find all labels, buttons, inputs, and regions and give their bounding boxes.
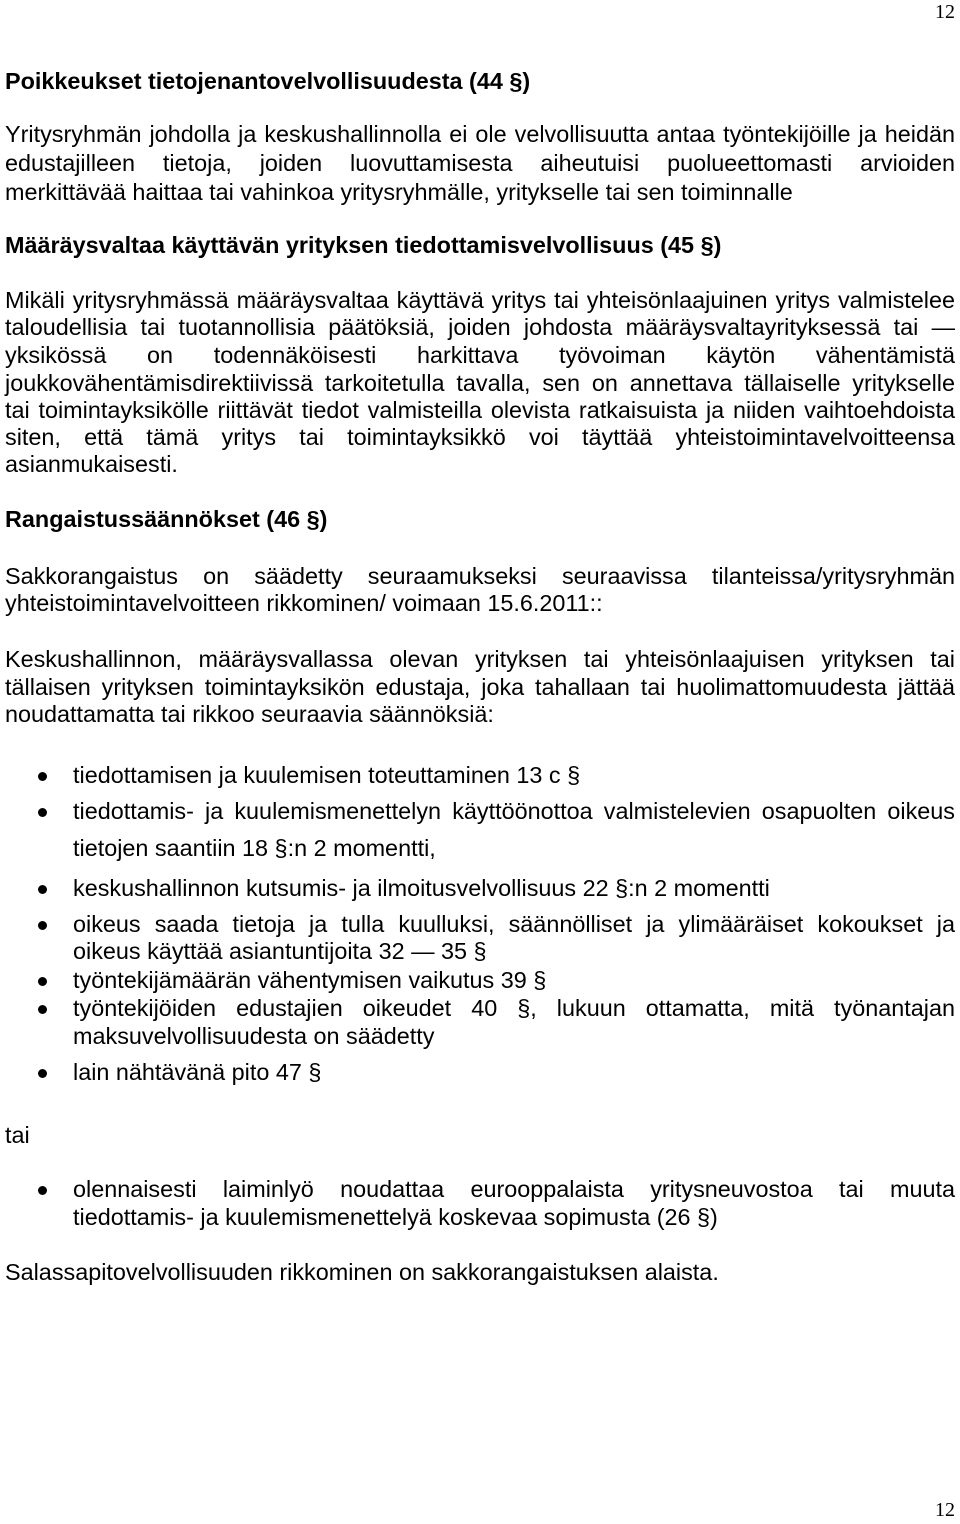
bullet-item-line: työntekijämäärän vähentymisen vaikutus 39 § (73, 967, 547, 993)
bullet-item-line: tiedottamisen ja kuulemisen toteuttaminen 13 c § (73, 762, 581, 788)
paragraph-line: Keskushallinnon, määräysvallassa olevan yrityksen tai yhteisönlaajuisen yrityksen tai (5, 646, 955, 672)
bullet-marker (38, 1005, 47, 1014)
section-heading: Määräysvaltaa käyttävän yrityksen tiedottamisvelvollisuus (45 §) (5, 232, 722, 258)
bullet-item-line: työntekijöiden edustajien oikeudet 40 §, lukuun ottamatta, mitä työnantajan (73, 995, 955, 1021)
paragraph-line: asianmukaisesti. (5, 451, 178, 477)
bullet-marker (38, 1069, 47, 1078)
paragraph-line: Sakkorangaistus on säädetty seuraamukseksi seuraavissa tilanteissa/yritysryhmän (5, 563, 955, 589)
closing-paragraph: Salassapitovelvollisuuden rikkominen on sakkorangaistuksen alaista. (5, 1259, 719, 1285)
bullet-item-line: oikeus saada tietoja ja tulla kuulluksi, säännölliset ja ylimääräiset kokoukset ja (73, 911, 955, 937)
paragraph-line: siten, että tämä yritys tai toimintayksikkö voi täyttää yhteistoimintavelvoitteensa (5, 424, 955, 450)
bullet-item-line: oikeus käyttää asiantuntijoita 32 — 35 § (73, 938, 487, 964)
paragraph-line: tai toimintayksikölle riittävät tiedot valmisteilla olevista ratkaisuista ja niiden vaihtoehdoista (5, 397, 955, 423)
bullet-item-line: olennaisesti laiminlyö noudattaa eurooppalaista yritysneuvostoa tai muuta (73, 1176, 955, 1202)
paragraph-line: joukkovähentämisdirektiivissä tarkoitetulla tavalla, sen on annettava tällaiselle yritykselle (5, 370, 955, 396)
bullet-item-line: keskushallinnon kutsumis- ja ilmoitusvelvollisuus 22 §:n 2 momentti (73, 875, 770, 901)
bullet-item-line: tiedottamis- ja kuulemismenettelyn käyttöönottoa valmistelevien osapuolten oikeus (73, 798, 955, 824)
paragraph-line: noudattamatta tai rikkoo seuraavia säännöksiä: (5, 701, 494, 727)
paragraph-line: merkittävää haittaa tai vahinkoa yritysryhmälle, yritykselle tai sen toiminnalle (5, 179, 793, 205)
paragraph-line: Yritysryhmän johdolla ja keskushallinnolla ei ole velvollisuutta antaa työntekijöille ja heidän (5, 121, 955, 147)
bullet-marker (38, 808, 47, 817)
paragraph-line: Mikäli yritysryhmässä määräysvaltaa käyttävä yritys tai yhteisönlaajuinen yritys valmistelee (5, 287, 955, 313)
paragraph-line: yhteistoimintavelvoitteen rikkominen/ voimaan 15.6.2011:: (5, 590, 603, 616)
bullet-item-line: tietojen saantiin 18 §:n 2 momentti, (73, 835, 436, 861)
page-number-top: 12 (935, 1, 955, 23)
bullet-item-line: lain nähtävänä pito 47 § (73, 1059, 322, 1085)
bullet-marker (38, 885, 47, 894)
paragraph-line: taloudellisia tai tuotannollisia päätöksiä, joiden johdosta määräysvaltayrityksessä tai — (5, 314, 955, 340)
bullet-marker (38, 772, 47, 781)
connector-text: tai (5, 1122, 30, 1148)
bullet-marker (38, 921, 47, 930)
bullet-item-line: maksuvelvollisuudesta on säädetty (73, 1023, 435, 1049)
paragraph-line: edustajilleen tietoja, joiden luovuttamisesta aiheutuisi puolueettomasti arvioiden (5, 150, 955, 176)
bullet-item-line: tiedottamis- ja kuulemismenettelyä koskevaa sopimusta (26 §) (73, 1204, 718, 1230)
bullet-marker (38, 977, 47, 986)
bullet-marker (38, 1186, 47, 1195)
paragraph-line: tällaisen yrityksen toimintayksikön edustaja, joka tahallaan tai huolimattomuudesta jättää (5, 674, 955, 700)
page-number-bottom: 12 (935, 1499, 955, 1521)
section-heading: Poikkeukset tietojenantovelvollisuudesta (44 §) (5, 68, 531, 94)
section-heading: Rangaistussäännökset (46 §) (5, 506, 328, 532)
paragraph-line: yksikössä on todennäköisesti harkittava työvoiman käytön vähentämistä (5, 342, 955, 368)
